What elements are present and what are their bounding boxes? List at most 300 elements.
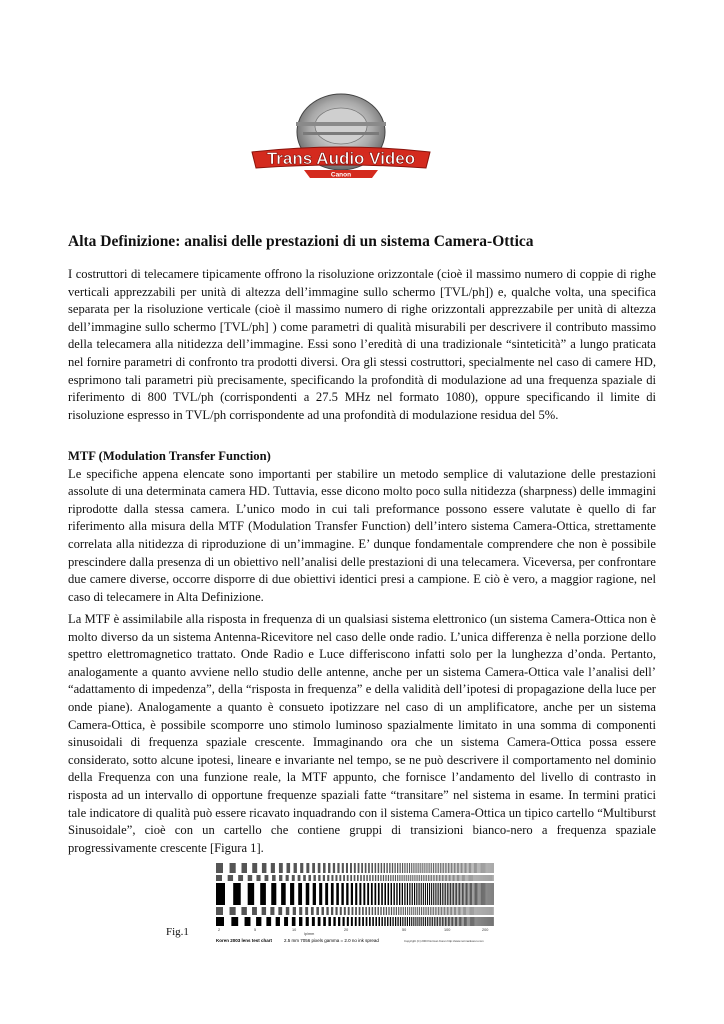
paragraph-mtf-analysis: La MTF è assimilabile alla risposta in frequenza di un qualsiasi sistema elettronico (un sistema Camera-Ottica non è molto diverso da un sistema Antenna-Ricevitore nel caso delle onde radio. L’unica differenza è nella porzione dello spettro elettromagnetico trattato. Onde Radio e Luce differiscono infatti solo per la lunghezza d’onda. Pertanto, analogamente a quanto avviene nello studio delle antenne, anche per un sistema Camera-Ottica vale l’analisi dell’ “adattamento di impedenza”, della “risposta in frequenza” e della validità dell’ipotesi di propagazione della luce per onde piane). Analogamente a quanto è consueto ipotizzare nel caso di un amplificatore, anche per un sistema Camera-Ottica, è possibile scomporre uno stimolo luminoso spazialmente limitato in una somma di componenti sinusoidali di frequenza spaziale crescente. Immaginando ora che un sistema Camera-Ottica possa essere considerato, sotto alcune ipotesi, lineare e invariante nel tempo, se ne può descrivere il comportamento nel dominio della Frequenza con una funzione reale, la MTF appunto, che fornisce l’andamento del livello di contrasto in risposta ad un intervallo di opportune frequenze spaziali fatte “transitare” nel sistema in esame. In termini pratici tale indicatore di qualità può essere ricavato inquadrando con il sistema Camera-Ottica un tipico cartello “Multiburst Sinusoidale”, cioè con un cartello che contiene gruppi di transizioni bianco-nero a frequenza spaziale progressivamente crescente [Figura 1]. (68, 612, 656, 855)
fine-stripe (311, 907, 314, 915)
fine-stripe (276, 917, 280, 926)
fine-stripe (449, 917, 450, 926)
bar-stripe (437, 883, 438, 905)
sinusoidal-stripe (429, 863, 430, 873)
fine-stripe (469, 917, 470, 926)
sinusoidal-stripe (480, 863, 481, 873)
sinusoidal-stripe (437, 863, 438, 873)
fine-stripe (483, 907, 484, 915)
sinusoidal-stripe (342, 863, 344, 873)
paragraph-intro: I costruttori di telecamere tipicamente offrono la risoluzione orizzontale (cioè il massimo numero di coppie di righe verticali apprezzabili per unità di altezza dell’immagine sullo schermo [TVL/ph]) e, qualche volta, una specifica separata per la risoluzione verticale (cioè il massimo numero di righe orizzontali apprezzabile per unità di altezza dell’immagine sullo schermo [TVL/ph] ) come parametri di qualità misurabili per descrivere il contributo massimo della telecamera alla nitidezza dell’immagine. Essi sono l’eredità di una tradizionale “sinteticità” a lungo praticata nel fornire parametri di confronto tra prodotti diversi. Ora gli stessi costruttori, specialmente nel caso di camere HD, esprimono tali parametri più precisamente, specificando la profondità di modulazione ad una frequenza spaziale di riferimento di 800 TVL/ph (corrispondenti a 27.5 MHz nel formato 1080), oppure specificando il limite di risoluzione espresso in TVL/ph corrispondente ad una profondità di modulazione residua del 5%. (68, 267, 656, 422)
fine-stripe (467, 907, 468, 915)
sinusoidal-stripe (318, 875, 320, 881)
bar-stripe (461, 883, 462, 905)
sinusoidal-stripe (337, 863, 339, 873)
bar-stripe (490, 883, 491, 905)
fine-stripe (450, 907, 451, 915)
fine-stripe (465, 917, 466, 926)
fine-stripe (348, 907, 350, 915)
bar-stripe (404, 883, 405, 905)
fine-stripe (369, 917, 371, 926)
fine-stripe (299, 917, 302, 926)
bar-stripe (453, 883, 454, 905)
fine-stripe (478, 917, 479, 926)
fine-stripe (355, 917, 357, 926)
sinusoidal-stripe (265, 875, 269, 881)
fine-stripe (362, 907, 364, 915)
bar-stripe (463, 883, 464, 905)
fine-stripe (386, 907, 387, 915)
bar-stripe (298, 883, 302, 905)
sinusoidal-stripe (386, 863, 387, 873)
sinusoidal-stripe (339, 875, 341, 881)
bar-stripe (412, 883, 413, 905)
bar-stripe (421, 883, 422, 905)
sinusoidal-stripe (383, 875, 384, 881)
fine-stripe (278, 907, 282, 915)
page-title: Alta Definizione: analisi delle prestazioni di un sistema Camera-Ottica (68, 233, 534, 250)
sinusoidal-stripe (216, 863, 223, 873)
sinusoidal-stripe (411, 863, 412, 873)
bar-stripe (489, 883, 490, 905)
fine-stripe (391, 907, 392, 915)
fine-stripe (451, 907, 452, 915)
sinusoidal-stripe (487, 863, 488, 873)
sinusoidal-stripe (335, 875, 337, 881)
fine-stripe (419, 907, 420, 915)
bar-stripe (402, 883, 403, 905)
fine-stripe (411, 917, 412, 926)
sinusoidal-stripe (431, 875, 432, 881)
sinusoidal-stripe (394, 863, 395, 873)
sinusoidal-stripe (474, 875, 475, 881)
sinusoidal-stripe (472, 863, 473, 873)
fine-stripe (462, 907, 463, 915)
sinusoidal-stripe (439, 875, 440, 881)
fine-stripe (397, 917, 398, 926)
sinusoidal-stripe (347, 875, 349, 881)
sinusoidal-stripe (216, 875, 222, 881)
sinusoidal-stripe (461, 863, 462, 873)
sinusoidal-stripe (463, 875, 464, 881)
bar-stripe (455, 883, 456, 905)
sinusoidal-stripe (426, 863, 427, 873)
bar-stripe (419, 883, 420, 905)
fine-stripe (430, 907, 431, 915)
bar-stripe (260, 883, 266, 905)
fine-stripe (454, 907, 455, 915)
chart-title-text: Koren 2003 lens test chart (216, 938, 273, 943)
bar-stripe (391, 883, 392, 905)
sinusoidal-stripe (448, 875, 449, 881)
logo-graphic (248, 92, 434, 184)
fine-stripe (245, 917, 251, 926)
sinusoidal-stripe (378, 875, 379, 881)
sinusoidal-stripe (491, 863, 492, 873)
fine-stripe (343, 917, 345, 926)
fine-stripe (352, 907, 354, 915)
fine-stripe (481, 907, 482, 915)
sinusoidal-stripe (434, 875, 435, 881)
bar-stripe (427, 883, 428, 905)
sinusoidal-stripe (453, 875, 454, 881)
bar-stripe (393, 883, 394, 905)
fine-stripe (462, 917, 463, 926)
fine-stripe (372, 917, 374, 926)
fine-stripe (284, 917, 288, 926)
fine-stripe (417, 917, 418, 926)
sinusoidal-stripe (346, 863, 348, 873)
sinusoidal-stripe (445, 863, 446, 873)
sinusoidal-stripe (414, 875, 415, 881)
fine-stripe (347, 917, 349, 926)
fine-stripe (444, 917, 445, 926)
sinusoidal-stripe (482, 863, 483, 873)
fine-stripe (463, 907, 464, 915)
fine-stripe (390, 917, 391, 926)
sinusoidal-stripe (443, 875, 444, 881)
sinusoidal-stripe (454, 863, 455, 873)
bar-stripe (374, 883, 376, 905)
sinusoidal-stripe (436, 875, 437, 881)
bar-stripe (470, 883, 471, 905)
bar-stripe (336, 883, 339, 905)
section-heading-mtf: MTF (Modulation Transfer Function) (68, 449, 271, 463)
fine-stripe (443, 907, 444, 915)
bar-stripe (456, 883, 457, 905)
sinusoidal-stripe (450, 863, 451, 873)
sinusoidal-stripe (413, 863, 414, 873)
sinusoidal-stripe (446, 875, 447, 881)
bar-stripe (467, 883, 468, 905)
sinusoidal-stripe (475, 875, 476, 881)
sinusoidal-stripe (294, 863, 297, 873)
chart-copyright-text: Copyright (C) 2003 Norman Koren http://www.normankoren.com (404, 939, 484, 943)
sinusoidal-stripe (433, 863, 434, 873)
fine-stripe (421, 917, 422, 926)
bar-stripe (435, 883, 436, 905)
fine-stripe (464, 917, 465, 926)
bar-stripe (452, 883, 453, 905)
sinusoidal-stripe (474, 863, 475, 873)
fine-stripe (435, 907, 436, 915)
sinusoidal-stripe (279, 875, 282, 881)
sinusoidal-stripe (469, 863, 470, 873)
sinusoidal-stripe (470, 863, 471, 873)
bar-stripe (440, 883, 441, 905)
fine-stripe (266, 917, 271, 926)
fine-stripe (396, 907, 397, 915)
fine-stripe (446, 907, 447, 915)
bar-stripe (484, 883, 485, 905)
sinusoidal-stripe (466, 875, 467, 881)
sinusoidal-stripe (252, 863, 257, 873)
fine-stripe (480, 907, 481, 915)
fine-stripe (440, 907, 441, 915)
fine-stripe (448, 907, 449, 915)
fine-stripe (444, 907, 445, 915)
bar-stripe (445, 883, 446, 905)
bar-stripe (290, 883, 294, 905)
sinusoidal-stripe (406, 875, 407, 881)
sinusoidal-stripe (484, 863, 485, 873)
fine-stripe (437, 917, 438, 926)
fine-stripe (338, 917, 340, 926)
fine-stripe (403, 907, 404, 915)
sinusoidal-stripe (343, 875, 345, 881)
bar-stripe (447, 883, 448, 905)
sinusoidal-stripe (438, 875, 439, 881)
sinusoidal-stripe (460, 863, 461, 873)
fine-stripe (375, 907, 376, 915)
chart-specs-text: 2.5 mm 7056 pixels gamma = 2.0 no ink spread (284, 938, 379, 943)
fine-stripe (432, 907, 433, 915)
sinusoidal-stripe (477, 875, 478, 881)
fine-stripe (405, 907, 406, 915)
fine-stripe (415, 917, 416, 926)
sinusoidal-stripe (452, 875, 453, 881)
fine-stripe (430, 917, 431, 926)
bar-stripe (331, 883, 334, 905)
bar-stripe (459, 883, 460, 905)
sinusoidal-stripe (467, 875, 468, 881)
bar-stripe (466, 883, 467, 905)
sinusoidal-stripe (451, 863, 452, 873)
sinusoidal-stripe (412, 875, 413, 881)
fine-stripe (387, 917, 388, 926)
sinusoidal-stripe (470, 875, 471, 881)
sinusoidal-stripe (402, 863, 403, 873)
bar-stripe (381, 883, 383, 905)
fine-stripe (459, 907, 460, 915)
fine-stripe (407, 917, 408, 926)
scale-tick-label: 5 (254, 928, 257, 932)
sinusoidal-stripe (306, 863, 309, 873)
fine-stripe (230, 907, 236, 915)
fine-stripe (369, 907, 371, 915)
bar-stripe (306, 883, 310, 905)
section-mtf (68, 448, 656, 606)
fine-stripe (445, 917, 446, 926)
fine-stripe (425, 907, 426, 915)
sinusoidal-stripe (303, 875, 306, 881)
sinusoidal-stripe (485, 863, 486, 873)
sinusoidal-stripe (286, 875, 289, 881)
bar-stripe (444, 883, 445, 905)
fine-stripe (411, 907, 412, 915)
fine-stripe (292, 917, 296, 926)
fine-stripe (366, 917, 368, 926)
bar-stripe (480, 883, 481, 905)
sinusoidal-stripe (422, 863, 423, 873)
fine-stripe (455, 907, 456, 915)
sinusoidal-stripe (441, 875, 442, 881)
sinusoidal-stripe (442, 863, 443, 873)
fine-stripe (333, 917, 335, 926)
sinusoidal-stripe (327, 875, 329, 881)
bar-stripe (414, 883, 415, 905)
sinusoidal-stripe (404, 875, 405, 881)
sinusoidal-stripe (425, 875, 426, 881)
bar-stripe (407, 883, 408, 905)
sinusoidal-stripe (410, 875, 411, 881)
sinusoidal-stripe (384, 863, 385, 873)
fine-stripe (472, 907, 473, 915)
fine-stripe (365, 907, 367, 915)
fine-stripe (442, 917, 443, 926)
sinusoidal-stripe (488, 863, 489, 873)
fine-stripe (231, 917, 238, 926)
fine-stripe (344, 907, 346, 915)
bar-stripe (363, 883, 365, 905)
sinusoidal-stripe (354, 875, 356, 881)
fine-stripe (482, 917, 483, 926)
fine-stripe (427, 917, 428, 926)
sinusoidal-stripe (478, 875, 479, 881)
sinusoidal-stripe (312, 863, 315, 873)
fine-stripe (451, 917, 452, 926)
sinusoidal-stripe (492, 863, 493, 873)
sinusoidal-stripe (389, 863, 390, 873)
fine-stripe (355, 907, 357, 915)
sinusoidal-stripe (378, 863, 380, 873)
fine-stripe (456, 917, 457, 926)
sinusoidal-stripe (450, 875, 451, 881)
bar-stripe (429, 883, 430, 905)
sinusoidal-stripe (360, 875, 362, 881)
fine-stripe (331, 907, 333, 915)
fine-stripe (262, 907, 266, 915)
fine-stripe (286, 907, 290, 915)
sinusoidal-stripe (442, 875, 443, 881)
bar-stripe (450, 883, 451, 905)
sinusoidal-stripe (424, 863, 425, 873)
fine-stripe (477, 917, 478, 926)
sinusoidal-stripe (460, 875, 461, 881)
sinusoidal-stripe (357, 875, 359, 881)
sinusoidal-stripe (440, 863, 441, 873)
sinusoidal-stripe (472, 875, 473, 881)
bar-stripe (281, 883, 286, 905)
bar-stripe (371, 883, 373, 905)
sinusoidal-stripe (430, 875, 431, 881)
sinusoidal-stripe (380, 875, 381, 881)
fine-stripe (428, 907, 429, 915)
sinusoidal-stripe (404, 863, 405, 873)
fine-stripe (479, 917, 480, 926)
bar-stripe (271, 883, 276, 905)
fine-stripe (392, 917, 393, 926)
sinusoidal-stripe (418, 863, 419, 873)
bar-stripe (491, 883, 492, 905)
sinusoidal-stripe (462, 875, 463, 881)
sinusoidal-stripe (478, 863, 479, 873)
bar-stripe (433, 883, 434, 905)
fine-stripe (372, 907, 374, 915)
bar-stripe (378, 883, 380, 905)
bar-stripe (442, 883, 443, 905)
sinusoidal-stripe (438, 863, 439, 873)
sinusoidal-stripe (476, 875, 477, 881)
scale-tick-label: 200 (482, 928, 489, 932)
fine-stripe (481, 917, 482, 926)
sinusoidal-stripe (388, 875, 389, 881)
fine-stripe (378, 907, 379, 915)
fine-stripe (455, 917, 456, 926)
fine-stripe (318, 917, 321, 926)
fine-stripe (454, 917, 455, 926)
sinusoidal-stripe (318, 863, 321, 873)
fine-stripe (448, 917, 449, 926)
fine-stripe (479, 907, 480, 915)
fine-stripe (465, 907, 466, 915)
fine-stripe (452, 917, 453, 926)
sinusoidal-stripe (300, 863, 303, 873)
bar-stripe (313, 883, 316, 905)
fine-stripe (460, 907, 461, 915)
bar-stripe (396, 883, 397, 905)
bar-stripe (438, 883, 439, 905)
sinusoidal-stripe (323, 863, 326, 873)
fine-stripe (400, 917, 401, 926)
sinusoidal-stripe (287, 863, 291, 873)
sinusoidal-stripe (417, 875, 418, 881)
sinusoidal-stripe (435, 863, 436, 873)
sinusoidal-stripe (423, 875, 424, 881)
fine-stripe (375, 917, 377, 926)
sinusoidal-stripe (381, 863, 382, 873)
sinusoidal-stripe (385, 875, 386, 881)
sinusoidal-stripe (331, 875, 333, 881)
bar-stripe (475, 883, 476, 905)
fine-stripe (413, 907, 414, 915)
fine-stripe (305, 907, 308, 915)
fine-stripe (473, 917, 474, 926)
sinusoidal-stripe (468, 863, 469, 873)
fine-stripe (432, 917, 433, 926)
fine-stripe (384, 917, 385, 926)
bar-stripe (488, 883, 489, 905)
sinusoidal-stripe (397, 863, 398, 873)
fine-stripe (299, 907, 302, 915)
bar-stripe (388, 883, 390, 905)
fine-stripe (471, 907, 472, 915)
logo-sub-text: Canon (330, 171, 352, 179)
lens-test-chart-graphic (214, 860, 496, 952)
fine-stripe (306, 917, 309, 926)
sinusoidal-stripe (464, 863, 465, 873)
fine-stripe (469, 907, 470, 915)
sinusoidal-stripe (392, 863, 393, 873)
sinusoidal-stripe (479, 875, 480, 881)
sinusoidal-stripe (272, 875, 276, 881)
sinusoidal-stripe (445, 875, 446, 881)
fine-stripe (381, 917, 382, 926)
sinusoidal-stripe (366, 875, 367, 881)
bar-stripe (465, 883, 466, 905)
fine-stripe (321, 907, 323, 915)
bar-stripe (346, 883, 348, 905)
fine-stripe (380, 907, 381, 915)
fine-stripe (293, 907, 296, 915)
sinusoidal-stripe (416, 875, 417, 881)
sinusoidal-stripe (493, 863, 494, 873)
sinusoidal-stripe (463, 863, 464, 873)
fine-stripe (252, 907, 257, 915)
bar-stripe (351, 883, 353, 905)
fine-stripe (419, 917, 420, 926)
sinusoidal-stripe (461, 875, 462, 881)
